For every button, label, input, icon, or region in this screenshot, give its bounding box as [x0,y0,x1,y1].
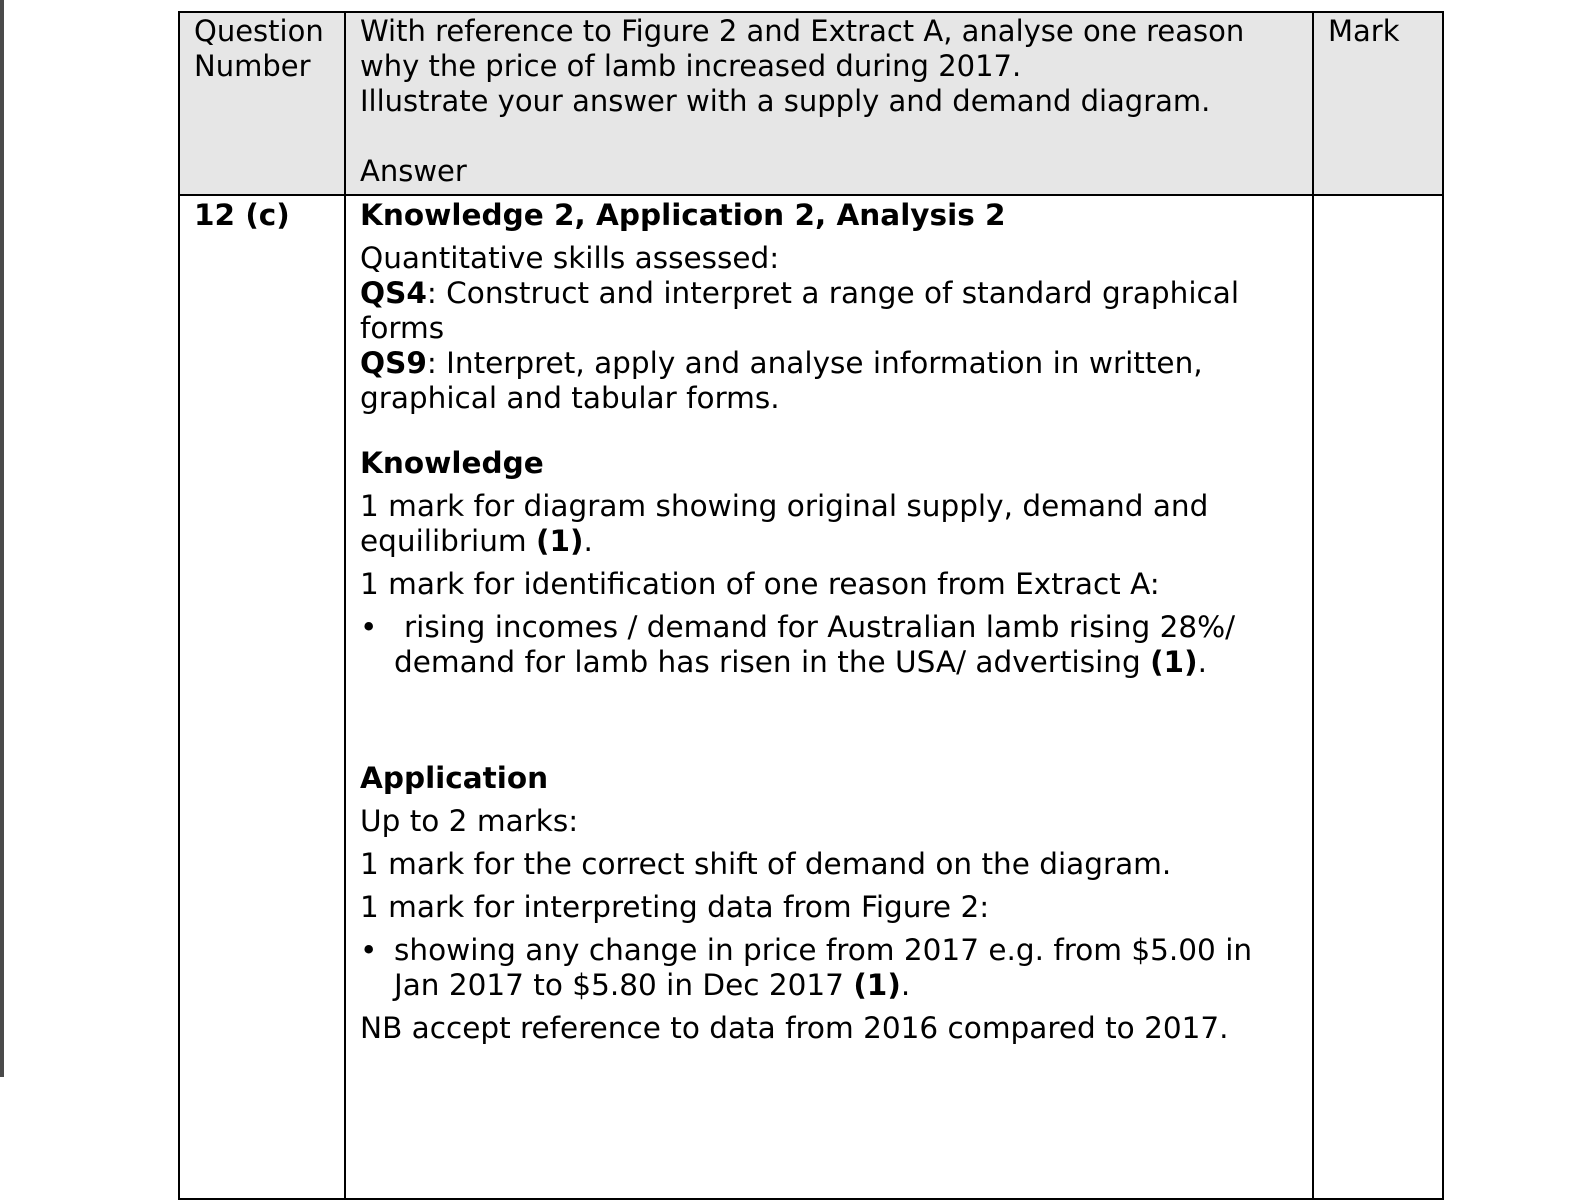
knowledge-item1-text: equilibrium [360,524,537,558]
qs4-code: QS4 [360,276,427,310]
application-item1: 1 mark for the correct shift of demand on the diagram. [360,847,1172,881]
application-bullet-line2 [394,968,1298,1003]
window-left-edge [0,0,4,1077]
qs4-line-2: forms [360,311,445,345]
mark-scheme-table [178,11,1444,1200]
question-number-header [179,12,345,195]
application-bullet-end: . [900,968,911,1002]
qs4-text: : Construct and interpret a range of standard graphical [426,276,1240,310]
question-id-cell [179,195,345,1199]
qs9-text: : Interpret, apply and analyse information in written, [426,346,1203,380]
knowledge-bullet-end: . [1197,645,1207,679]
knowledge-item1-mark: (1) [536,524,584,558]
table-header-row [179,12,1443,195]
qs-intro: Quantitative skills assessed: [360,241,780,275]
marks-breakdown: Knowledge 2, Application 2, Analysis 2 [360,198,1006,232]
qs9-line-2: graphical and tabular forms. [360,381,780,415]
mark-cell [1313,195,1443,1199]
qs4-line-1 [360,276,1298,311]
knowledge-bullet-mark: (1) [1150,645,1198,679]
knowledge-item1-line2 [360,524,1298,559]
question-id: 12 (c) [194,198,290,232]
application-nb: NB accept reference to data from 2016 compared to 2017. [360,1011,1229,1045]
question-line-1: With reference to Figure 2 and Extract A, analyse one reason [360,14,1245,48]
mark-label: Mark [1328,14,1400,48]
application-bullet-line1: showing any change in price from 2017 e.g. from $5.00 in [394,933,1253,967]
question-number-header-line1: Question [194,14,324,48]
application-heading: Application [360,761,549,795]
question-text-header [345,12,1313,195]
knowledge-heading: Knowledge [360,446,544,480]
answer-label: Answer [360,154,467,188]
knowledge-item1-line1: 1 mark for diagram showing original supply, demand and [360,489,1209,523]
application-bullet-text: Jan 2017 to $5.80 in Dec 2017 [394,968,854,1002]
question-number-header-line2: Number [194,49,311,83]
knowledge-item2: 1 mark for identification of one reason from Extract A: [360,567,1160,601]
question-line-2: why the price of lamb increased during 2017. [360,49,1022,83]
bullet-icon: • [360,933,378,967]
knowledge-bullet-line2 [394,645,1298,680]
knowledge-bullet-text: demand for lamb has risen in the USA/ advertising [394,645,1151,679]
bullet-icon: • [360,610,378,644]
application-bullet-mark: (1) [853,968,901,1002]
qs9-line-1 [360,346,1298,381]
mark-header [1313,12,1443,195]
answer-content-cell [345,195,1313,1199]
knowledge-item1-end: . [583,524,593,558]
answer-row [179,195,1443,1199]
knowledge-bullet-line1: rising incomes / demand for Australian lamb rising 28%/ [404,610,1236,644]
qs9-code: QS9 [360,346,427,380]
application-bullet [360,933,1298,1003]
knowledge-bullet [360,610,1298,680]
question-line-3: Illustrate your answer with a supply and demand diagram. [360,84,1211,118]
application-intro: Up to 2 marks: [360,804,579,838]
application-item2: 1 mark for interpreting data from Figure 2: [360,890,990,924]
